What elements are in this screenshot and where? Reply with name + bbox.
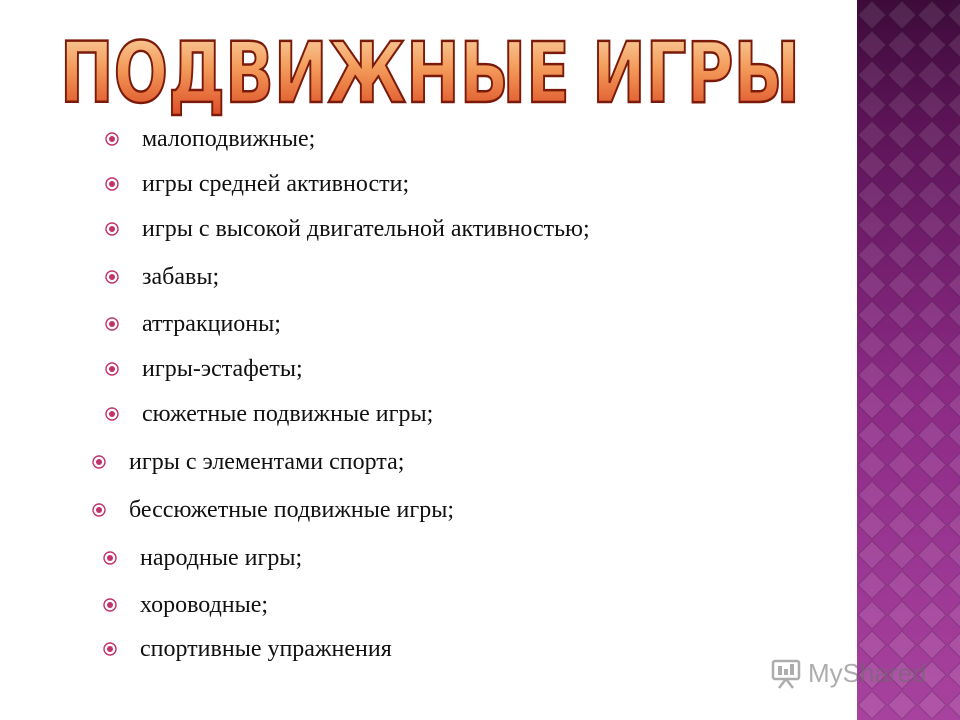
watermark-text: MyShared <box>808 657 927 688</box>
list-item-text: бессюжетные подвижные игры; <box>129 496 455 523</box>
decorative-side-panel <box>857 0 960 720</box>
list-item <box>105 352 303 386</box>
list-item-text: сюжетные подвижные игры; <box>142 400 434 427</box>
circled-dot-icon <box>105 317 119 331</box>
circled-dot-icon <box>105 222 119 236</box>
list-item <box>105 260 219 294</box>
circled-dot-icon <box>92 503 106 517</box>
list-item <box>105 212 590 246</box>
circled-dot-icon <box>105 362 119 376</box>
slide-title-text: ПОДВИЖНЫЕ ИГРЫ <box>60 24 800 122</box>
circled-dot-icon <box>103 551 117 565</box>
list-item <box>103 541 302 575</box>
list-item-text: народные игры; <box>140 544 303 571</box>
watermark <box>770 655 927 691</box>
list-item <box>92 445 404 479</box>
circled-dot-icon <box>105 407 119 421</box>
list-item <box>105 397 433 431</box>
list-item-text: малоподвижные; <box>142 125 316 152</box>
list-item-text: аттракционы; <box>142 310 281 337</box>
circled-dot-icon <box>103 598 117 612</box>
list-item-text: игры с высокой двигательной активностью; <box>142 215 590 242</box>
circled-dot-icon <box>105 132 119 146</box>
list-item-text: забавы; <box>142 263 220 290</box>
circled-dot-icon <box>105 177 119 191</box>
presentation-board-icon <box>770 656 804 690</box>
slide-title <box>40 22 820 122</box>
list-item-text: игры-эстафеты; <box>142 355 303 382</box>
list-item-text: хороводные; <box>140 591 269 618</box>
list-item-text: игры с элементами спорта; <box>129 448 405 475</box>
diamond-pattern <box>857 0 960 720</box>
list-item <box>103 632 392 666</box>
list-item <box>103 588 268 622</box>
list-item <box>105 307 281 341</box>
list-item-text: спортивные упражнения <box>140 635 392 662</box>
list-item <box>92 493 454 527</box>
list-item <box>105 167 409 201</box>
circled-dot-icon <box>105 270 119 284</box>
list-item-text: игры средней активности; <box>142 170 410 197</box>
list-item <box>105 122 315 156</box>
circled-dot-icon <box>92 455 106 469</box>
circled-dot-icon <box>103 642 117 656</box>
